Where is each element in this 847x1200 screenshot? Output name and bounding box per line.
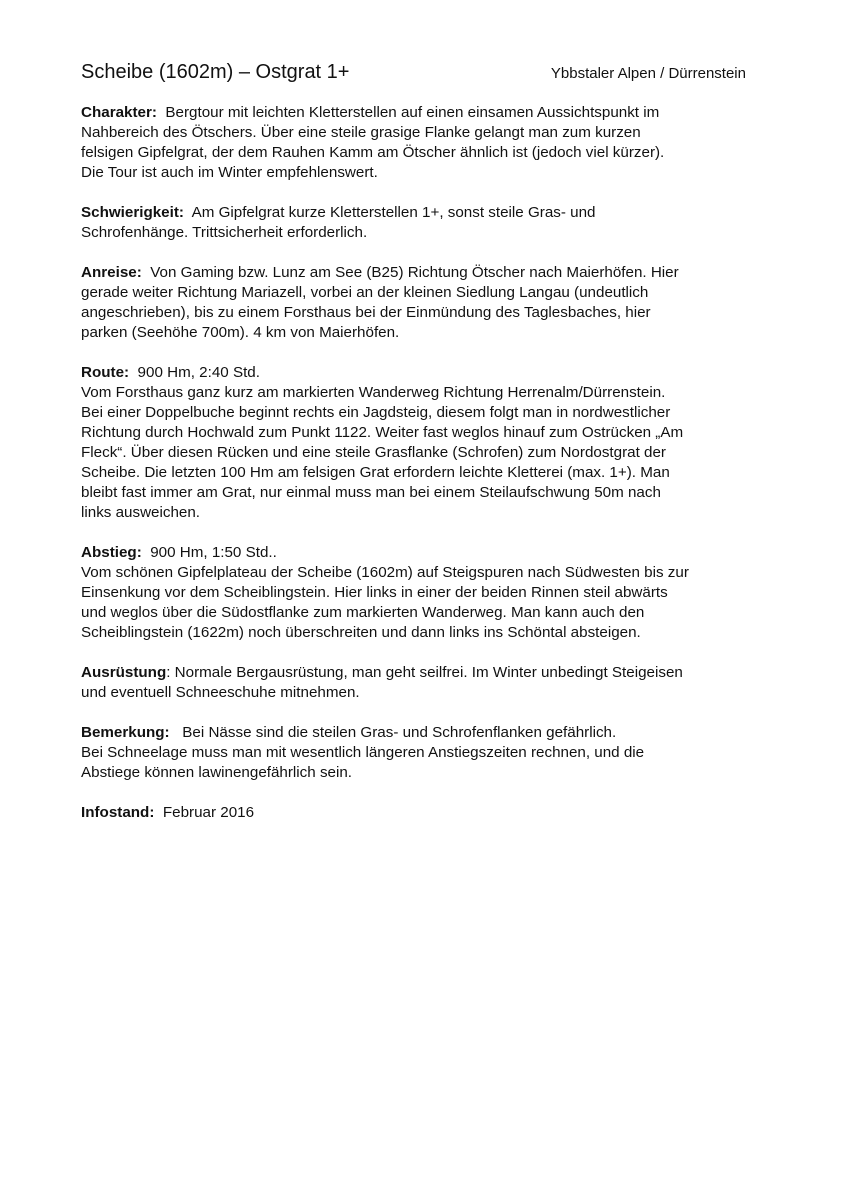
text-line: Schrofenhänge. Trittsicherheit erforderlich. — [81, 224, 368, 241]
text-line — [81, 263, 771, 283]
text-line: angeschrieben), bis zu einem Forsthaus bei der Einmündung des Taglesbaches, hier — [81, 304, 651, 321]
section-label: Ausrüstung — [81, 664, 167, 681]
section-label: Abstieg: — [81, 544, 142, 561]
section-bemerkung — [81, 723, 771, 783]
section-label: Anreise: — [81, 264, 142, 281]
section-text: Von Gaming bzw. Lunz am See (B25) Richtung Ötscher nach Maierhöfen. Hier — [150, 264, 679, 281]
section-infostand — [81, 803, 771, 823]
text-line: und weglos über die Südostflanke zum markierten Wanderweg. Man kann auch den — [81, 604, 645, 621]
text-line: Scheiblingstein (1622m) noch überschreiten und dann links ins Schöntal absteigen. — [81, 624, 641, 641]
section-headline: 900 Hm, 2:40 Std. — [137, 364, 260, 381]
text-line: Vom Forsthaus ganz kurz am markierten Wanderweg Richtung Herrenalm/Dürrenstein. — [81, 384, 666, 401]
text-line: Nahbereich des Ötschers. Über eine steile grasige Flanke gelangt man zum kurzen — [81, 124, 641, 141]
text-line: Abstiege können lawinengefährlich sein. — [81, 764, 353, 781]
text-line: links ausweichen. — [81, 504, 201, 521]
text-line: bleibt fast immer am Grat, nur einmal muss man bei einem Steilaufschwung 50m nach — [81, 484, 661, 501]
text-line: und eventuell Schneeschuhe mitnehmen. — [81, 684, 360, 701]
section-ausruestung — [81, 663, 771, 703]
text-line: Bei einer Doppelbuche beginnt rechts ein Jagdsteig, diesem folgt man in nordwestlicher — [81, 404, 671, 421]
section-headline: 900 Hm, 1:50 Std.. — [150, 544, 277, 561]
section-text: : Normale Bergausrüstung, man geht seilfrei. Im Winter unbedingt Steigeisen — [166, 664, 683, 681]
text-line: Die Tour ist auch im Winter empfehlenswert. — [81, 164, 378, 181]
text-line — [81, 203, 771, 223]
section-label: Schwierigkeit: — [81, 204, 184, 221]
text-line: felsigen Gipfelgrat, der dem Rauhen Kamm am Ötscher ähnlich ist (jedoch viel kürzer). — [81, 144, 665, 161]
text-line — [81, 543, 771, 563]
section-label: Route: — [81, 364, 130, 381]
section-charakter — [81, 103, 771, 183]
section-label: Charakter: — [81, 104, 157, 121]
section-text: Bei Nässe sind die steilen Gras- und Schrofenflanken gefährlich. — [182, 724, 617, 741]
section-label: Bemerkung: — [81, 724, 170, 741]
text-line: gerade weiter Richtung Mariazell, vorbei an der kleinen Siedlung Langau (undeutlich — [81, 284, 649, 301]
section-abstieg — [81, 543, 771, 643]
text-line — [81, 363, 771, 383]
text-line: Bei Schneelage muss man mit wesentlich längeren Anstiegszeiten rechnen, und die — [81, 744, 645, 761]
info-date: Februar 2016 — [162, 804, 255, 821]
section-text: Am Gipfelgrat kurze Kletterstellen 1+, sonst steile Gras- und — [191, 204, 596, 221]
text-line: Vom schönen Gipfelplateau der Scheibe (1602m) auf Steigspuren nach Südwesten bis zur — [81, 564, 689, 581]
section-text: Bergtour mit leichten Kletterstellen auf einen einsamen Aussichtspunkt im — [165, 104, 660, 121]
text-line: Fleck“. Über diesen Rücken und eine steile Grasflanke (Schrofen) zum Nordostgrat der — [81, 444, 666, 461]
text-line: Scheibe. Die letzten 100 Hm am felsigen Grat erfordern leichte Kletterei (max. 1+). Man — [81, 464, 670, 481]
tour-region: Ybbstaler Alpen / Dürrenstein — [550, 65, 746, 82]
section-label: Infostand: — [81, 804, 155, 821]
section-schwierigkeit — [81, 203, 771, 243]
tour-title: Scheibe (1602m) – Ostgrat 1+ — [81, 61, 350, 83]
text-line — [81, 663, 771, 683]
text-line — [81, 723, 771, 743]
section-route — [81, 363, 771, 523]
text-line: Einsenkung vor dem Scheiblingstein. Hier links in einer der beiden Rinnen steil abwärts — [81, 584, 668, 601]
text-line — [81, 803, 771, 823]
text-line: parken (Seehöhe 700m). 4 km von Maierhöfen. — [81, 324, 400, 341]
text-line: Richtung durch Hochwald zum Punkt 1122. Weiter fast weglos hinauf zum Ostrücken „Am — [81, 424, 684, 441]
document-body — [81, 103, 771, 843]
text-line — [81, 103, 771, 123]
section-anreise — [81, 263, 771, 343]
document-header — [81, 58, 761, 86]
